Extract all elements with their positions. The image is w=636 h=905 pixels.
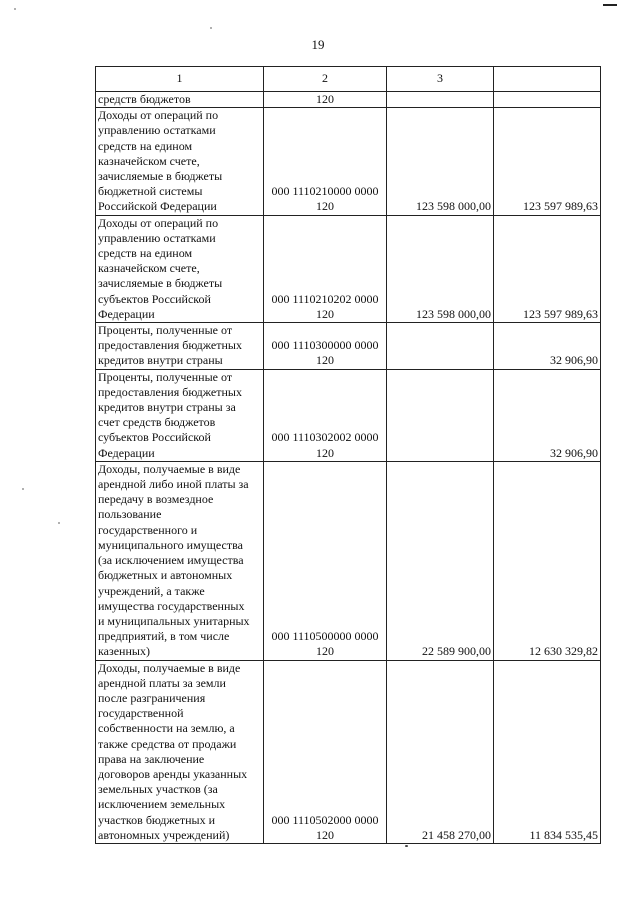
row-code: 000 1110300000 0000 120 [264, 323, 387, 370]
table-row [96, 215, 601, 322]
table-row [96, 461, 601, 660]
row-plan [387, 369, 494, 461]
row-name: Проценты, полученные от предоставления бюджетных кредитов внутри страны [96, 323, 264, 370]
row-plan: 22 589 900,00 [387, 461, 494, 660]
row-plan [387, 323, 494, 370]
table-row [96, 92, 601, 108]
table-row [96, 323, 601, 370]
row-name: Доходы от операций по управлению остатками средств на едином казначейском счете, зачисляемые в бюджеты субъектов Российской Федерации [96, 215, 264, 322]
header-col-1: 1 [96, 67, 264, 92]
scan-speck [405, 845, 408, 847]
row-fact: 11 834 535,45 [494, 660, 601, 843]
scan-speck [210, 27, 212, 29]
table-row [96, 108, 601, 215]
row-fact [494, 92, 601, 108]
header-col-2: 2 [264, 67, 387, 92]
scan-speck [58, 522, 60, 524]
scan-speck [603, 4, 617, 6]
row-name: средств бюджетов [96, 92, 264, 108]
header-col-4 [494, 67, 601, 92]
row-code: 000 1110210000 0000 120 [264, 108, 387, 215]
page-number: 19 [311, 37, 325, 52]
row-plan: 123 598 000,00 [387, 108, 494, 215]
row-fact: 123 597 989,63 [494, 215, 601, 322]
row-fact: 123 597 989,63 [494, 108, 601, 215]
row-fact: 32 906,90 [494, 369, 601, 461]
scan-speck [14, 8, 16, 10]
row-fact: 32 906,90 [494, 323, 601, 370]
row-plan [387, 92, 494, 108]
table-row [96, 660, 601, 843]
row-name: Доходы, получаемые в виде арендной платы за земли после разграничения государственной собственности на землю, а также средства от продажи права на заключение договоров аренды указанных земельных участков (за исключением земельных участков бюджетных и автономных учреждений) [96, 660, 264, 843]
row-name: Доходы от операций по управлению остатками средств на едином казначейском счете, зачисляемые в бюджеты бюджетной системы Российской Федерации [96, 108, 264, 215]
income-table [95, 66, 601, 844]
row-fact: 12 630 329,82 [494, 461, 601, 660]
row-code: 000 1110502000 0000 120 [264, 660, 387, 843]
row-code: 000 1110210202 0000 120 [264, 215, 387, 322]
row-plan: 123 598 000,00 [387, 215, 494, 322]
table-row [96, 369, 601, 461]
scan-speck [22, 488, 24, 490]
row-name: Проценты, полученные от предоставления бюджетных кредитов внутри страны за счет средств бюджетов субъектов Российской Федерации [96, 369, 264, 461]
row-code: 000 1110500000 0000 120 [264, 461, 387, 660]
row-code: 000 1110302002 0000 120 [264, 369, 387, 461]
row-name: Доходы, получаемые в виде арендной либо иной платы за передачу в возмездное пользование государственного и муниципального имущества (за исключением имущества бюджетных и автономных учреждений, а также имущества государственных и муниципальных унитарных предприятий, в том числе казенных) [96, 461, 264, 660]
header-col-3: 3 [387, 67, 494, 92]
table-header-row [96, 67, 601, 92]
row-code: 120 [264, 92, 387, 108]
row-plan: 21 458 270,00 [387, 660, 494, 843]
